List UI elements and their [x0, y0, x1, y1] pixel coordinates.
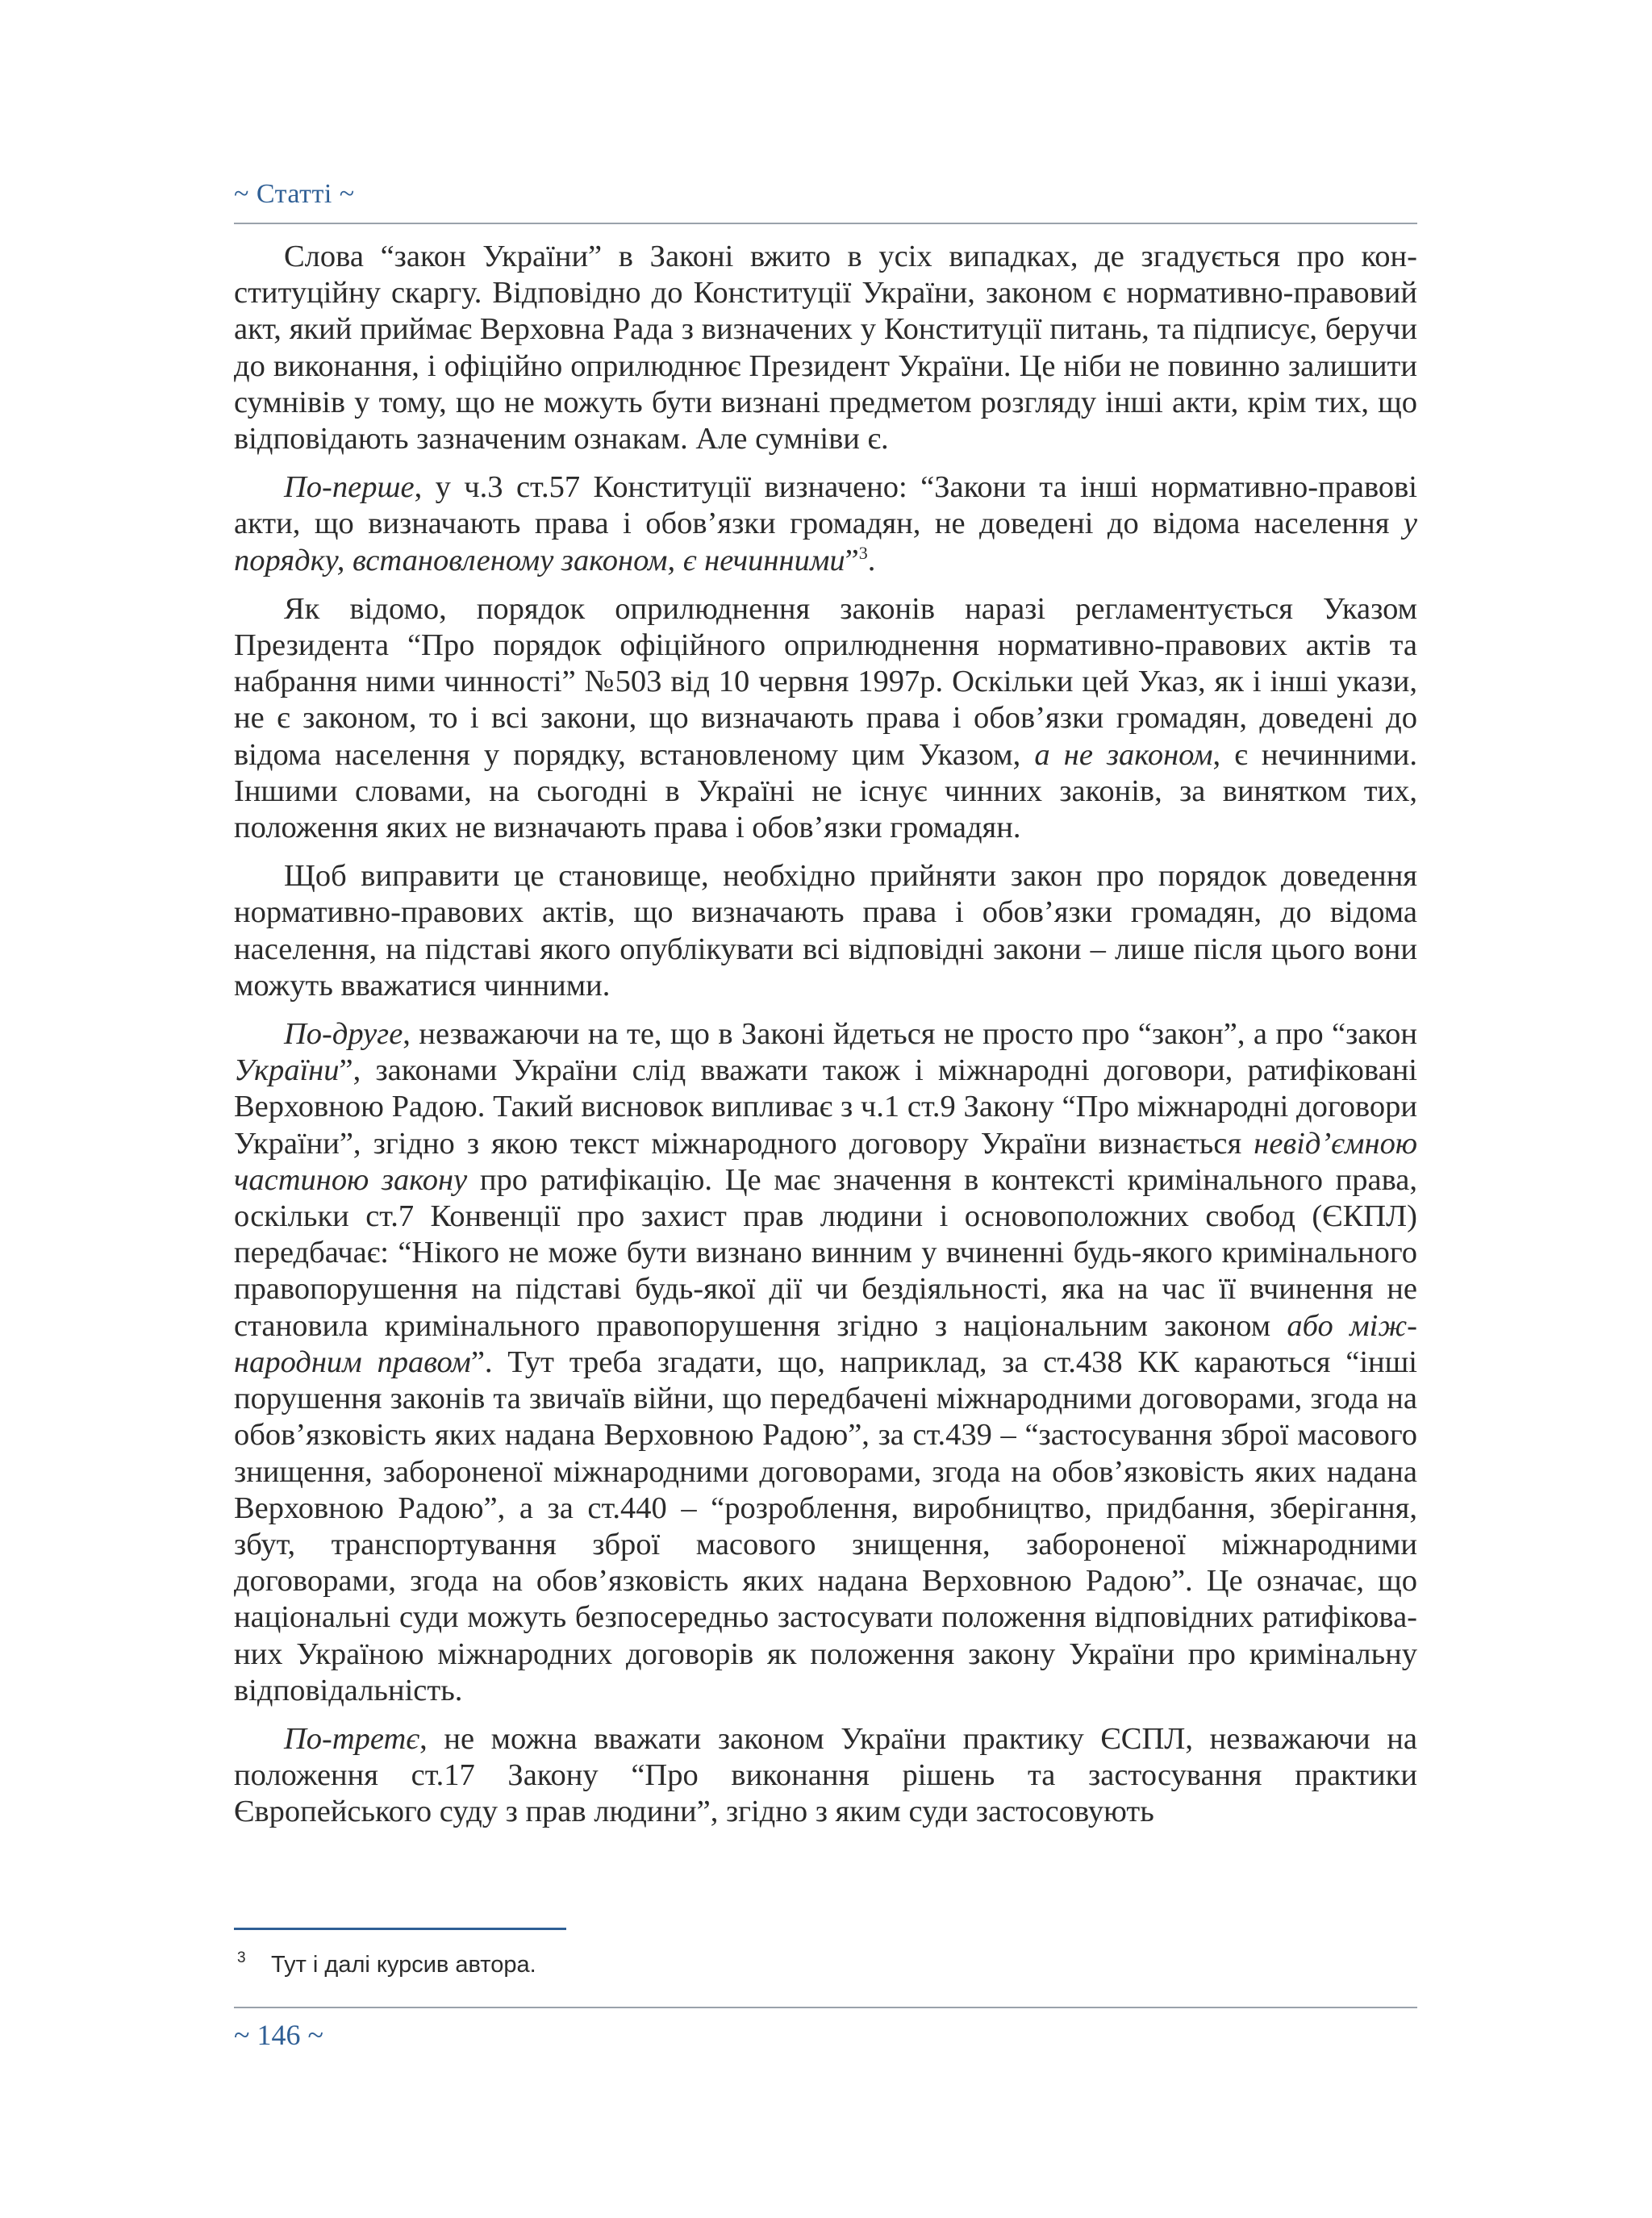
paragraph-5-text-a: , незважаючи на те, що в Законі йдеться не просто про “закон”, а про “закон: [403, 1017, 1417, 1052]
paragraph-5-lead: По-друге: [284, 1017, 403, 1052]
paragraph-3: [234, 591, 1417, 846]
paragraph-5-emphasis-b: невід’ємною частиною закону: [234, 1126, 1417, 1197]
paragraph-2: [234, 469, 1417, 579]
paragraph-5-text-c: про ратифікацію. Це має значення в контексті кримінального права, оскільки ст.7 Конвенції про захист прав людини і основоположних свобод (ЄКПЛ) передбачає: “Нікого не може бути визнано винним у вчиненні будь-якого кримінального правопорушення на підставі будь-якої дії чи бездіяльності, яка на час її вчинення не становила кримінального правопорушення згідно з національним законом: [234, 1162, 1417, 1343]
paragraph-2-emphasis: у порядку, встановленому законом, є нечинними: [234, 507, 1417, 577]
footer-divider: [234, 2007, 1417, 2008]
paragraph-3-text-b: , є нечинними. Іншими словами, на сьогодні в Україні не існує чинних законів, за винятком тих, положення яких не визначають права і обов’язки громадян.: [234, 737, 1417, 845]
article-body: [234, 239, 1417, 1831]
header-divider: [234, 223, 1417, 224]
paragraph-6: [234, 1721, 1417, 1831]
paragraph-2-text-b: ”: [845, 543, 859, 577]
paragraph-4: Щоб виправити це становище, необхідно прийняти закон про порядок доведення нормативно-правових актів, що визначають права і обов’язки громадян, до відома населення, на підставі якого опублікувати всі відповідні закони – лише після цього вони можуть вважатися чинними.: [234, 859, 1417, 1003]
footnote-reference[interactable]: 3: [858, 542, 868, 563]
paragraph-1: Слова “закон України” в Законі вжито в усіх випадках, де згадується про конституційну скаргу. Відповідно до Конституції України, законом є нормативно-правовий акт, який приймає Верховна Рада з визначених у Конституції питань, та підписує, беручи до виконання, і офіційно оприлюднює Президент України. Це ніби не повинно залишити сумнівів у тому, що не можуть бути визнані предметом розгляду інші акти, крім тих, що відповідають зазначеним ознакам. Але сумніви є.: [234, 240, 1417, 457]
page-number: ~ 146 ~: [234, 2019, 323, 2051]
running-header: ~ Статті ~: [234, 179, 355, 209]
paragraph-3-emphasis: а не законом: [1034, 737, 1213, 772]
footnote-divider: [234, 1928, 566, 1930]
paragraph-5-emphasis-c: або міжнародним правом: [234, 1308, 1417, 1379]
footnote-number: 3: [237, 1949, 246, 1966]
paragraph-2-text-a: , у ч.3 ст.57 Конституції визначено: “Закони та інші нормативно-правові акти, що визначають права і обов’язки громадян, не доведені до відома населення: [234, 470, 1417, 541]
paragraph-5-emphasis-a: України: [234, 1053, 340, 1088]
footnote-text: Тут і далі курсив автора.: [271, 1952, 536, 1978]
paragraph-2-text-c: .: [867, 543, 876, 577]
paragraph-5: [234, 1016, 1417, 1709]
paragraph-2-lead: По-перше: [284, 470, 415, 505]
paragraph-6-lead: По-третє: [284, 1721, 420, 1756]
paragraph-5-text-d: ”. Тут треба згадати, що, наприклад, за ст.438 КК караються “інші порушення законів та звичаїв війни, що передбачені міжнародними договорами, згода на обов’язковість яких надана Верховною Радою”, за ст.439 – “застосування зброї масового знищення, забороненої міжнародними договорами, згода на обов’язковість яких надана Верховною Радою”, а за ст.440 – “розроблення, виробництво, придбання, зберігання, збут, транспортування зброї масового знищення, забороненої міжнародними договорами, згода на обов’язковість яких надана Верховною Радою”. Це означає, що національні суди можуть безпосередньо застосувати положення відповідних ратифікованих Україною міжнародних договорів як положення закону України про кримінальну відповідальність.: [234, 1345, 1418, 1707]
paragraph-5-text-b: ”, законами України слід вважати також і міжнародні договори, ратифіковані Верховною Радою. Такий висновок випливає з ч.1 ст.9 Закону “Про міжнародні договори України”, згідно з якою текст міжнародного договору України визнається: [234, 1053, 1417, 1161]
paragraph-3-text-a: Як відомо, порядок оприлюднення законів наразі регламентується Указом Президента “Про порядок офіційного оприлюднення нормативно-правових актів та набрання ними чинності” №503 від 10 червня 1997р. Оскільки цей Указ, як і інші укази, не є законом, то і всі закони, що визначають права і обов’язки громадян, доведені до відома населення у порядку, встановленому цим Указом,: [234, 591, 1417, 772]
paragraph-6-text-a: , не можна вважати законом України практику ЄСПЛ, незважаючи на положення ст.17 Закону “Про виконання рішень та застосування практики Європейського суду з прав людини”, згідно з яким суди застосовують: [234, 1721, 1417, 1829]
